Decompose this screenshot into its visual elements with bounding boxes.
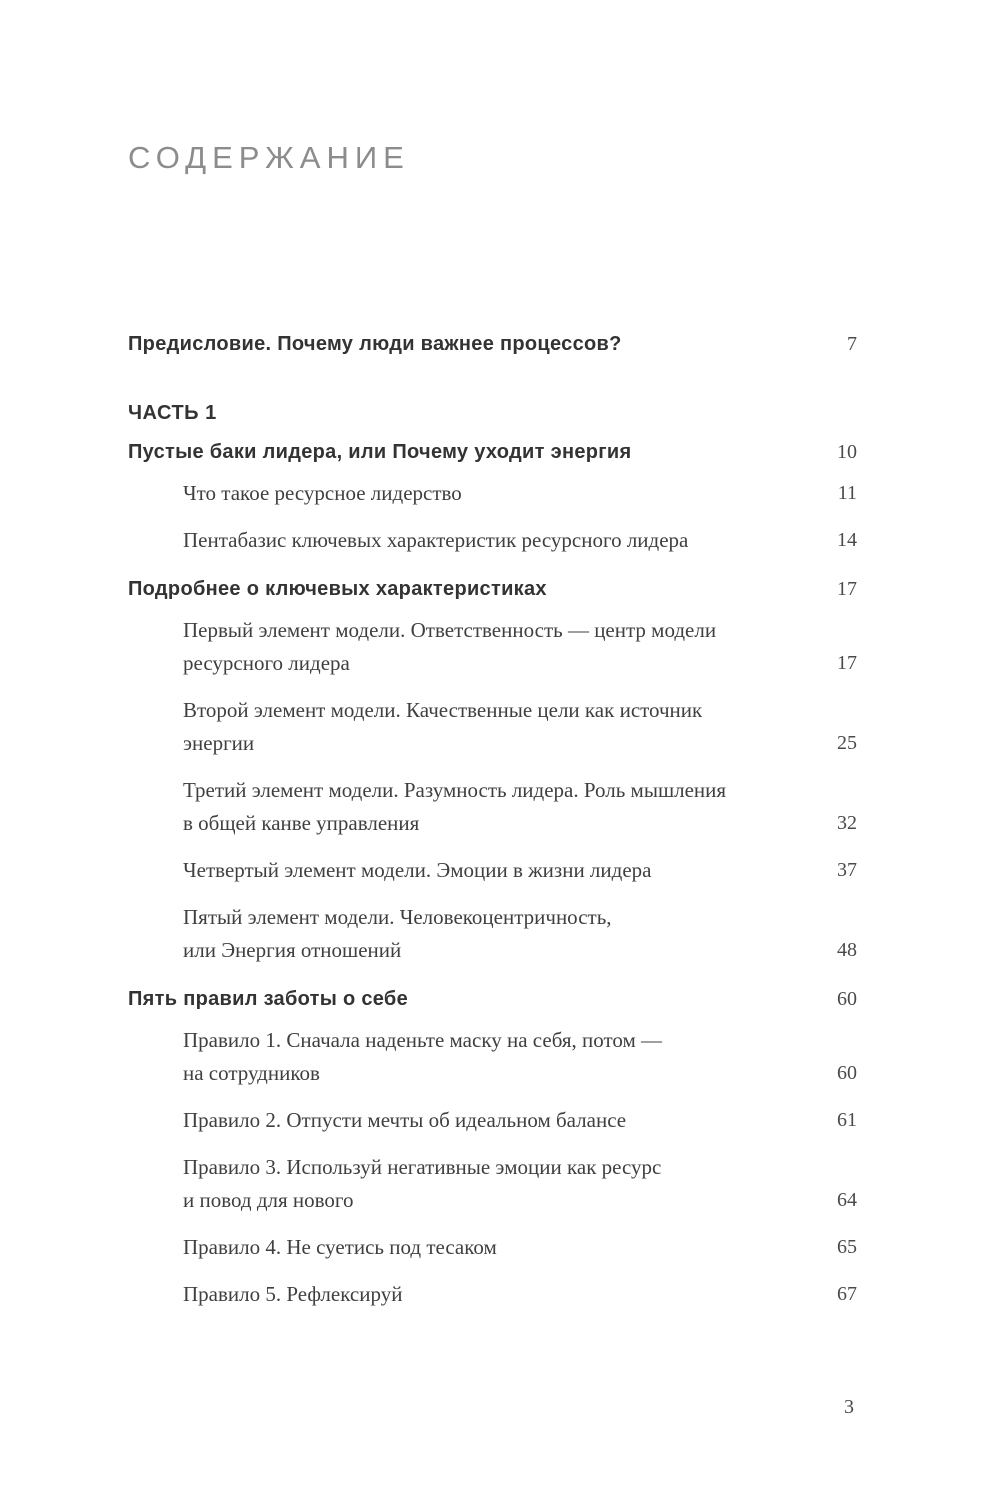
toc-entry-title-line: Что такое ресурсное лидерство xyxy=(183,481,462,505)
toc-entry-title xyxy=(128,477,462,510)
page-title: СОДЕРЖАНИЕ xyxy=(128,140,410,175)
toc-entry xyxy=(128,983,857,1016)
toc-entry-title xyxy=(128,694,702,760)
toc-entry xyxy=(128,774,857,840)
toc-entry-title-line: Третий элемент модели. Разумность лидера. Роль мышления xyxy=(183,778,727,802)
toc-entry-title xyxy=(128,1151,661,1217)
toc-entry-page-number: 37 xyxy=(837,859,857,881)
toc-entry-title-line: на сотрудников xyxy=(183,1061,320,1085)
toc-entry xyxy=(128,1151,857,1217)
toc-entry-title-line: Пентабазис ключевых характеристик ресурсного лидера xyxy=(183,528,689,552)
toc-entry xyxy=(128,1278,857,1311)
toc-entry-page-number: 60 xyxy=(837,988,857,1010)
toc-entry-title xyxy=(128,573,547,606)
toc-entry-page-number: 67 xyxy=(837,1283,857,1305)
toc-entry-title-line: Правило 3. Используй негативные эмоции как ресурс xyxy=(183,1155,662,1179)
toc-entry-page-number: 61 xyxy=(837,1109,857,1131)
toc-entry xyxy=(128,614,857,680)
toc-entry xyxy=(128,524,857,557)
toc-entry-title xyxy=(128,1278,402,1311)
toc-entry-page-number: 25 xyxy=(837,732,857,754)
toc-entry-title-line: энергии xyxy=(183,731,255,755)
toc-entry-title xyxy=(128,1024,662,1090)
toc-list xyxy=(128,328,857,1311)
toc-entry xyxy=(128,1104,857,1137)
toc-entry-page-number: 11 xyxy=(837,482,857,504)
toc-entry-title-line: или Энергия отношений xyxy=(183,938,402,962)
toc-entry xyxy=(128,436,857,469)
toc-entry-title xyxy=(128,983,408,1016)
toc-entry xyxy=(128,397,857,430)
toc-entry xyxy=(128,328,857,361)
toc-entry-title-line: Правило 1. Сначала наденьте маску на себя, потом — xyxy=(183,1028,663,1052)
toc-entry-title-line: Второй элемент модели. Качественные цели как источник xyxy=(183,698,703,722)
toc-entry-page-number: 14 xyxy=(837,529,857,551)
toc-entry-title-line: Предисловие. Почему люди важнее процессов? xyxy=(128,333,622,355)
toc-entry xyxy=(128,694,857,760)
toc-entry xyxy=(128,1231,857,1264)
toc-entry-page-number: 65 xyxy=(837,1236,857,1258)
toc-entry xyxy=(128,901,857,967)
toc-entry-title xyxy=(128,1231,497,1264)
toc-entry xyxy=(128,477,857,510)
toc-entry-title-line: Правило 5. Рефлексируй xyxy=(183,1282,403,1306)
toc-entry xyxy=(128,854,857,887)
toc-entry xyxy=(128,1024,857,1090)
toc-entry-title-line: и повод для нового xyxy=(183,1188,354,1212)
toc-entry-title xyxy=(128,524,688,557)
toc-entry-page-number: 7 xyxy=(847,333,857,355)
toc-entry-page-number: 32 xyxy=(837,812,857,834)
page-number: 3 xyxy=(844,1396,854,1418)
toc-entry-title-line: Четвертый элемент модели. Эмоции в жизни лидера xyxy=(183,858,652,882)
toc-entry-title-line: Пять правил заботы о себе xyxy=(128,988,408,1010)
toc-entry-title-line: Правило 2. Отпусти мечты об идеальном балансе xyxy=(183,1108,627,1132)
toc-entry-title-line: Пустые баки лидера, или Почему уходит энергия xyxy=(128,441,632,463)
toc-entry-title xyxy=(128,397,217,430)
toc-entry-title-line: ресурсного лидера xyxy=(183,651,350,675)
toc-entry-title xyxy=(128,436,631,469)
toc-entry-page-number: 64 xyxy=(837,1189,857,1211)
toc-entry-title xyxy=(128,901,612,967)
toc-entry-title xyxy=(128,1104,626,1137)
toc-entry-page-number: 17 xyxy=(837,578,857,600)
toc-entry-title-line: в общей канве управления xyxy=(183,811,420,835)
toc-entry-page-number: 48 xyxy=(837,939,857,961)
toc-entry-title xyxy=(128,614,716,680)
toc-entry-page-number: 60 xyxy=(837,1062,857,1084)
toc-entry-title-line: Первый элемент модели. Ответственность — центр модели xyxy=(183,618,717,642)
toc-entry-title-line: Правило 4. Не суетись под тесаком xyxy=(183,1235,497,1259)
toc-entry-title-line: Подробнее о ключевых характеристиках xyxy=(128,578,547,600)
toc-entry-title xyxy=(128,774,726,840)
toc-entry xyxy=(128,573,857,606)
toc-entry-title xyxy=(128,328,622,361)
toc-entry-title-line: ЧАСТЬ 1 xyxy=(128,402,217,424)
toc-entry-title xyxy=(128,854,651,887)
toc-entry-page-number: 17 xyxy=(837,652,857,674)
toc-entry-title-line: Пятый элемент модели. Человекоцентричность, xyxy=(183,905,612,929)
toc-entry-page-number: 10 xyxy=(837,441,857,463)
